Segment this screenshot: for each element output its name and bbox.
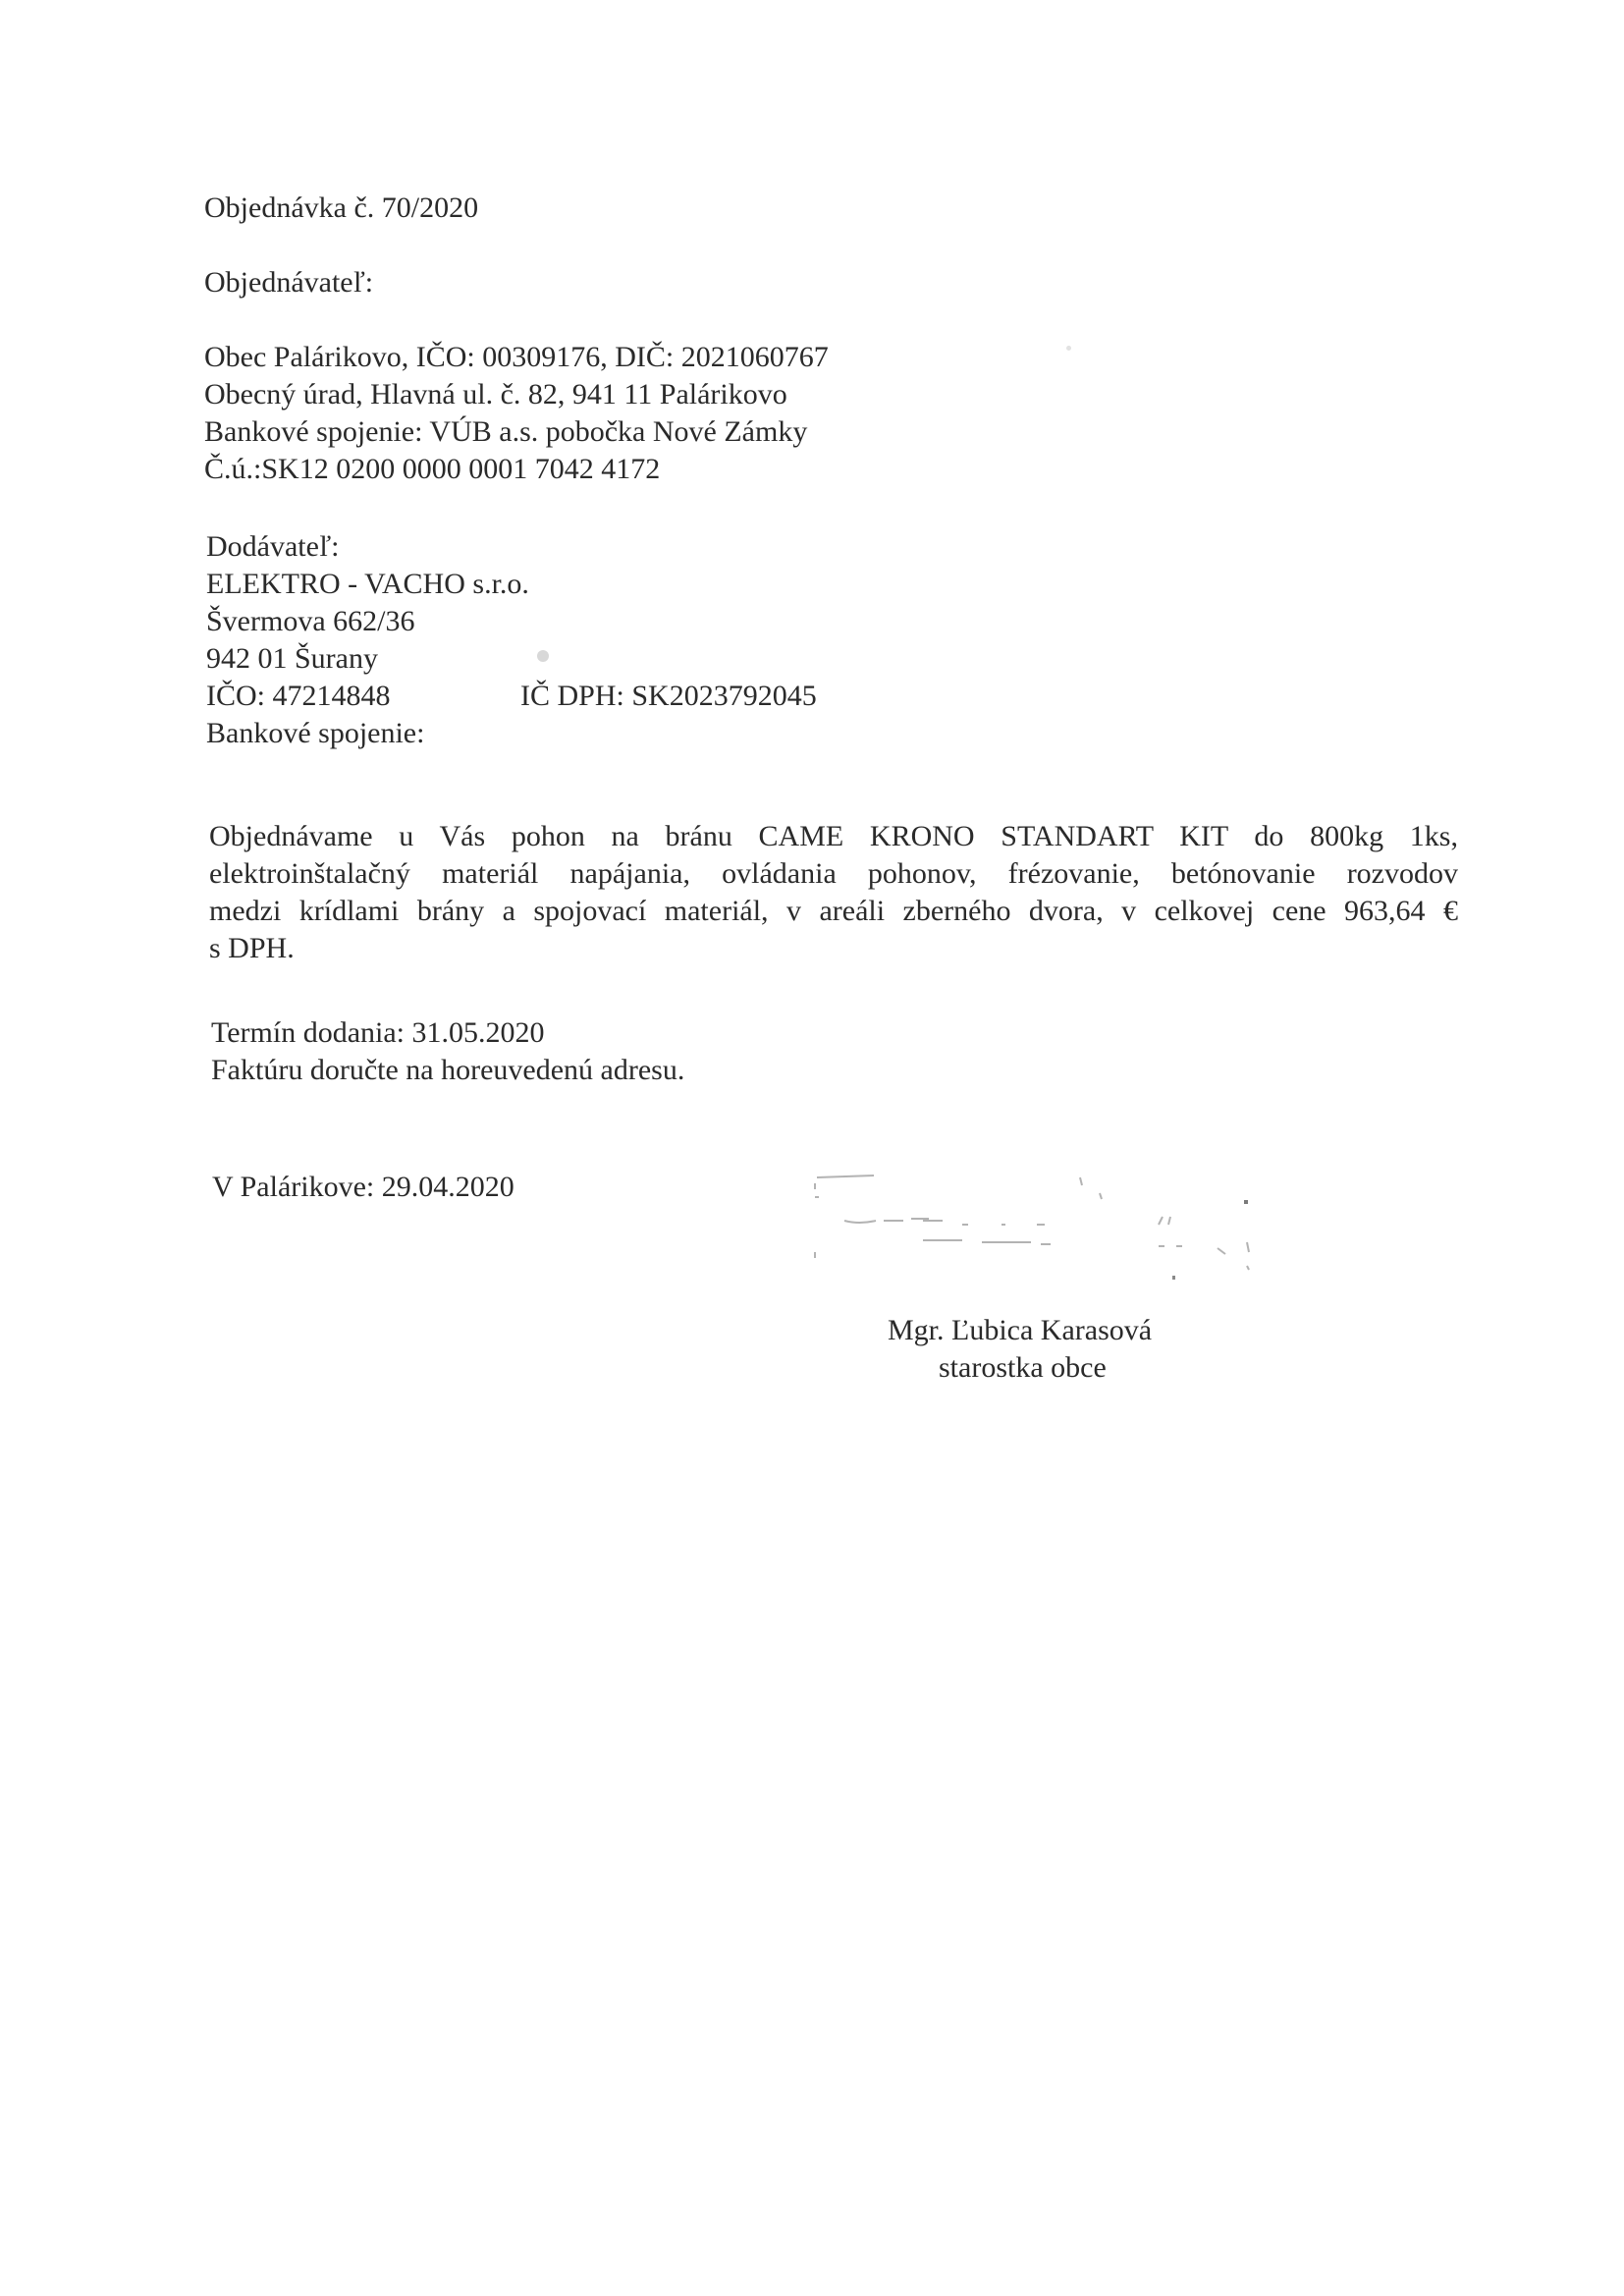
supplier-label: Dodávateľ:	[206, 530, 340, 563]
orderer-line-2: Obecný úrad, Hlavná ul. č. 82, 941 11 Palárikovo	[204, 378, 787, 410]
faded-stamp	[805, 1164, 1267, 1282]
supplier-icdph: IČ DPH: SK2023792045	[520, 680, 817, 712]
supplier-city: 942 01 Šurany	[206, 642, 378, 675]
body-line-1: Objednávame u Vás pohon na bránu CAME KRONO STANDART KIT do 800kg 1ks,	[209, 820, 1458, 852]
body-line-2: elektroinštalačný materiál napájania, ovládania pohonov, frézovanie, betónovanie rozvodov	[209, 857, 1458, 890]
place-date: V Palárikove: 29.04.2020	[212, 1171, 514, 1203]
signatory-role: starostka obce	[939, 1351, 1107, 1384]
delivery-term: Termín dodania: 31.05.2020	[211, 1016, 545, 1049]
orderer-label: Objednávateľ:	[204, 266, 374, 299]
scan-speck	[1066, 346, 1071, 351]
scan-speck	[537, 650, 549, 662]
orderer-line-4: Č.ú.:SK12 0200 0000 0001 7042 4172	[204, 453, 661, 485]
order-body	[209, 818, 1458, 967]
body-line-4: s DPH.	[209, 932, 295, 964]
supplier-details	[206, 528, 529, 752]
order-title: Objednávka č. 70/2020	[204, 191, 479, 224]
orderer-line-3: Bankové spojenie: VÚB a.s. pobočka Nové Zámky	[204, 415, 808, 448]
supplier-name: ELEKTRO - VACHO s.r.o.	[206, 568, 529, 600]
body-line-3: medzi krídlami brány a spojovací materiál, v areáli zberného dvora, v celkovej cene 963,64 €	[209, 895, 1458, 927]
signature-block	[888, 1312, 1152, 1387]
supplier-ico: IČO: 47214848	[206, 680, 391, 712]
orderer-line-1: Obec Palárikovo, IČO: 00309176, DIČ: 2021060767	[204, 341, 829, 373]
supplier-bank: Bankové spojenie:	[206, 717, 425, 749]
orderer-details	[204, 339, 829, 488]
invoice-note: Faktúru doručte na horeuvedenú adresu.	[211, 1054, 685, 1086]
supplier-street: Švermova 662/36	[206, 605, 415, 637]
signatory-name: Mgr. Ľubica Karasová	[888, 1314, 1153, 1346]
delivery-info	[211, 1014, 684, 1089]
